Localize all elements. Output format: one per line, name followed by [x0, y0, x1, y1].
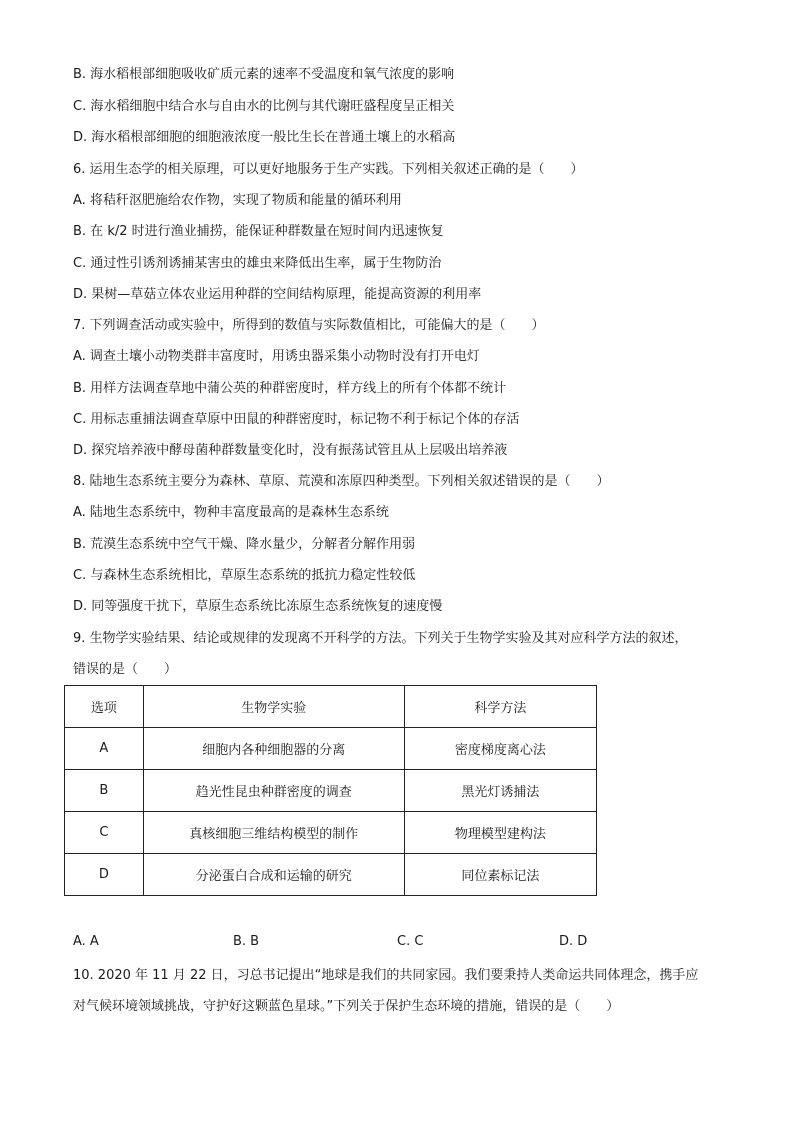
table-cell: 黑光灯诱捕法	[404, 770, 596, 812]
option-8d: D. 同等强度干扰下，草原生态系统比冻原生态系统恢复的速度慢	[73, 599, 443, 614]
option-6d: D. 果树—草菇立体农业运用种群的空间结构原理，能提高资源的利用率	[73, 287, 482, 302]
option-7b: B. 用样方法调查草地中蒲公英的种群密度时，样方线上的所有个体都不统计	[73, 381, 507, 396]
question-9-cont: 错误的是（ ）	[73, 662, 178, 677]
table-cell: 同位素标记法	[404, 854, 596, 896]
table-cell: B	[65, 770, 144, 812]
table-cell: 真核细胞三维结构模型的制作	[143, 812, 404, 854]
table-row	[65, 770, 597, 812]
table-header-row	[65, 686, 597, 728]
table-cell: D	[65, 854, 144, 896]
question-6: 6. 运用生态学的相关原理，可以更好地服务于生产实践。下列相关叙述正确的是（ ）	[73, 162, 584, 177]
table-header-cell: 生物学实验	[143, 686, 404, 728]
table-cell: 细胞内各种细胞器的分离	[143, 728, 404, 770]
question-7: 7. 下列调查活动或实验中，所得到的数值与实际数值相比，可能偏大的是（ ）	[73, 318, 545, 333]
table-cell: C	[65, 812, 144, 854]
option-7d: D. 探究培养液中酵母菌种群数量变化时，没有振荡试管且从上层吸出培养液	[73, 443, 508, 458]
question-10-cont: 对气候环境领域挑战，守护好这颗蓝色星球。”下列关于保护生态环境的措施，错误的是（ ）	[73, 999, 620, 1014]
question-8: 8. 陆地生态系统主要分为森林、草原、荒漠和冻原四种类型。下列相关叙述错误的是（ ）	[73, 474, 610, 489]
option-6b: B. 在 k/2 时进行渔业捕捞，能保证种群数量在短时间内迅速恢复	[73, 224, 444, 239]
option-7c: C. 用标志重捕法调查草原中田鼠的种群密度时，标记物不利于标记个体的存活	[73, 412, 520, 427]
table-cell: 密度梯度离心法	[404, 728, 596, 770]
option-5d: D. 海水稻根部细胞的细胞液浓度一般比生长在普通土壤上的水稻高	[73, 130, 456, 145]
option-6c: C. 通过性引诱剂诱捕某害虫的雄虫来降低出生率，属于生物防治	[73, 256, 442, 271]
table-row	[65, 728, 597, 770]
option-8c: C. 与森林生态系统相比，草原生态系统的抵抗力稳定性较低	[73, 568, 416, 583]
table-cell: 物理模型建构法	[404, 812, 596, 854]
answer-option-c: C. C	[397, 934, 424, 949]
option-8b: B. 荒漠生态系统中空气干燥、降水量少，分解者分解作用弱	[73, 537, 416, 552]
option-5b: B. 海水稻根部细胞吸收矿质元素的速率不受温度和氧气浓度的影响	[73, 67, 455, 82]
answer-option-a: A. A	[73, 934, 99, 949]
answer-option-d: D. D	[559, 934, 588, 949]
table-cell: 分泌蛋白合成和运输的研究	[143, 854, 404, 896]
table-row	[65, 812, 597, 854]
experiment-method-table	[64, 685, 597, 896]
option-8a: A. 陆地生态系统中，物种丰富度最高的是森林生态系统	[73, 505, 389, 520]
table-header-cell: 选项	[65, 686, 144, 728]
table-cell: 趋光性昆虫种群密度的调查	[143, 770, 404, 812]
question-9: 9. 生物学实验结果、结论或规律的发现离不开科学的方法。下列关于生物学实验及其对应科学方法的叙述，	[73, 631, 688, 646]
answer-option-b: B. B	[233, 934, 260, 949]
option-5c: C. 海水稻细胞中结合水与自由水的比例与其代谢旺盛程度呈正相关	[73, 99, 455, 114]
table-header-cell: 科学方法	[404, 686, 596, 728]
table-row	[65, 854, 597, 896]
option-7a: A. 调查土壤小动物类群丰富度时，用诱虫器采集小动物时没有打开电灯	[73, 349, 480, 364]
table-cell: A	[65, 728, 144, 770]
question-10: 10. 2020 年 11 月 22 日，习总书记提出“地球是我们的共同家园。我们要秉持人类命运共同体理念，携手应	[73, 968, 699, 983]
option-6a: A. 将秸秆沤肥施给农作物，实现了物质和能量的循环利用	[73, 193, 402, 208]
